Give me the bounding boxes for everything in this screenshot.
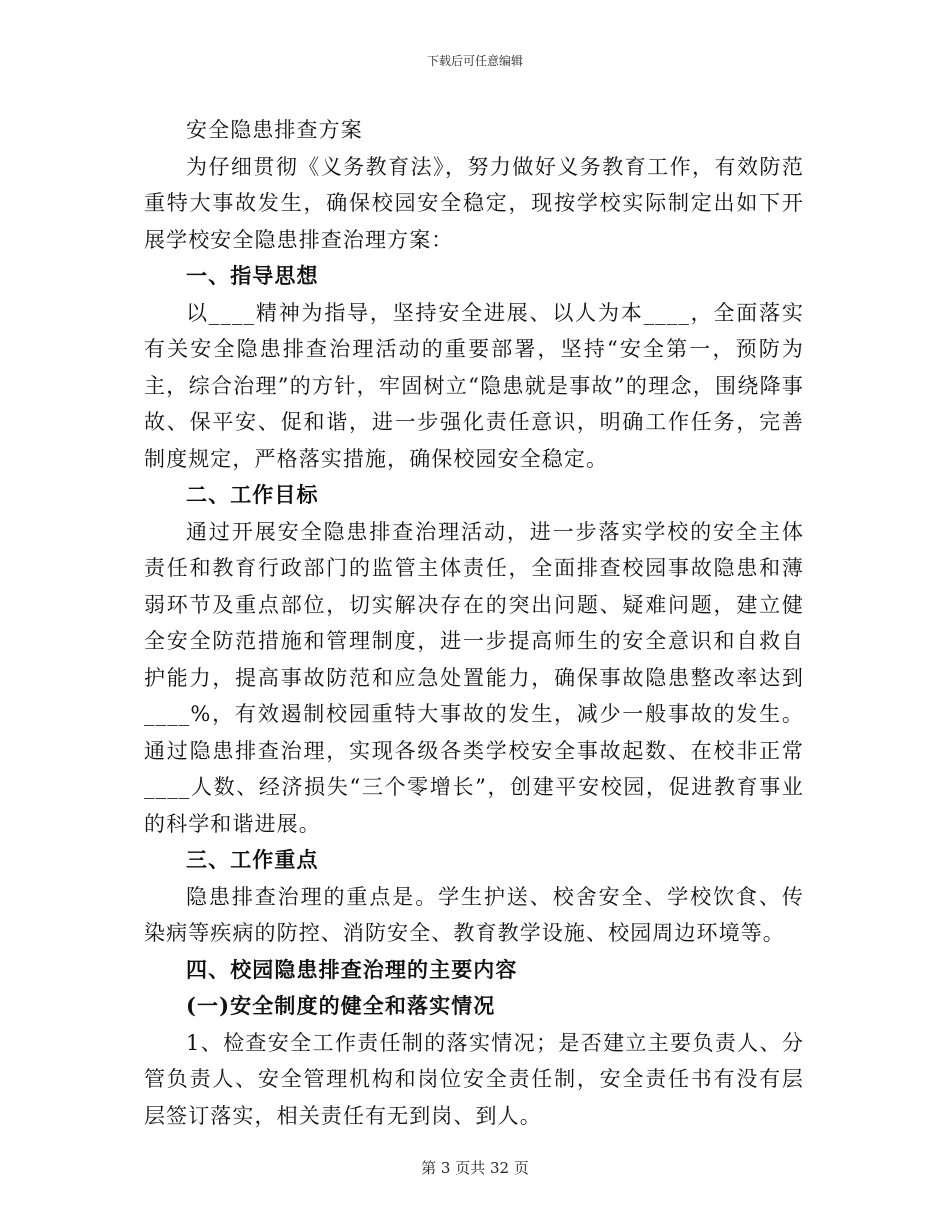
section-body-guiding-ideology: 以____精神为指导，坚持安全进展、以人为本____，全面落实有关安全隐患排查治理活动的重要部署，坚持“安全第一，预防为主，综合治理”的方针，牢固树立“隐患就是事故”的理念，围绕降事故、保平安、促和谐，进一步强化责任意识，明确工作任务，完善制度规定，严格落实措施，确保校园安全稳定。 — [144, 300, 804, 471]
page-header-note: 下载后可任意编辑 — [426, 54, 523, 68]
document-body — [144, 112, 804, 1134]
section-heading-work-goals: 二、工作目标 — [186, 482, 319, 507]
section-heading-work-focus: 三、工作重点 — [186, 847, 319, 872]
subsection-heading-safety-system: (一)安全制度的健全和落实情况 — [186, 993, 496, 1018]
item-body-responsibility-check: 1、检查安全工作责任制的落实情况；是否建立主要负责人、分管负责人、安全管理机构和岗位安全责任制，安全责任书有没有层层签订落实，相关责任有无到岗、到人。 — [144, 1030, 804, 1128]
document-title: 安全隐患排查方案 — [186, 118, 363, 142]
intro-paragraph: 为仔细贯彻《义务教育法》，努力做好义务教育工作，有效防范重特大事故发生，确保校园安全稳定，现按学校实际制定出如下开展学校安全隐患排查治理方案： — [144, 154, 804, 252]
section-heading-main-content: 四、校园隐患排查治理的主要内容 — [186, 956, 518, 982]
section-heading-guiding-ideology: 一、指导思想 — [186, 263, 319, 288]
section-body-work-focus: 隐患排查治理的重点是。学生护送、校舍安全、学校饮食、传染病等疾病的防控、消防安全、教育教学设施、校园周边环境等。 — [144, 884, 804, 945]
section-body-work-goals: 通过开展安全隐患排查治理活动，进一步落实学校的安全主体责任和教育行政部门的监管主体责任，全面排查校园事故隐患和薄弱环节及重点部位，切实解决存在的突出问题、疑难问题，建立健全安全防范措施和管理制度，进一步提高师生的安全意识和自救自护能力，提高事故防范和应急处置能力，确保事故隐患整改率达到____%，有效遏制校园重特大事故的发生，减少一般事故的发生。通过隐患排查治理，实现各级各类学校安全事故起数、在校非正常____人数、经济损失“三个零增长”，创建平安校园，促进教育事业的科学和谐进展。 — [144, 519, 804, 836]
page-footer-number: 第 3 页共 32 页 — [421, 1159, 529, 1177]
